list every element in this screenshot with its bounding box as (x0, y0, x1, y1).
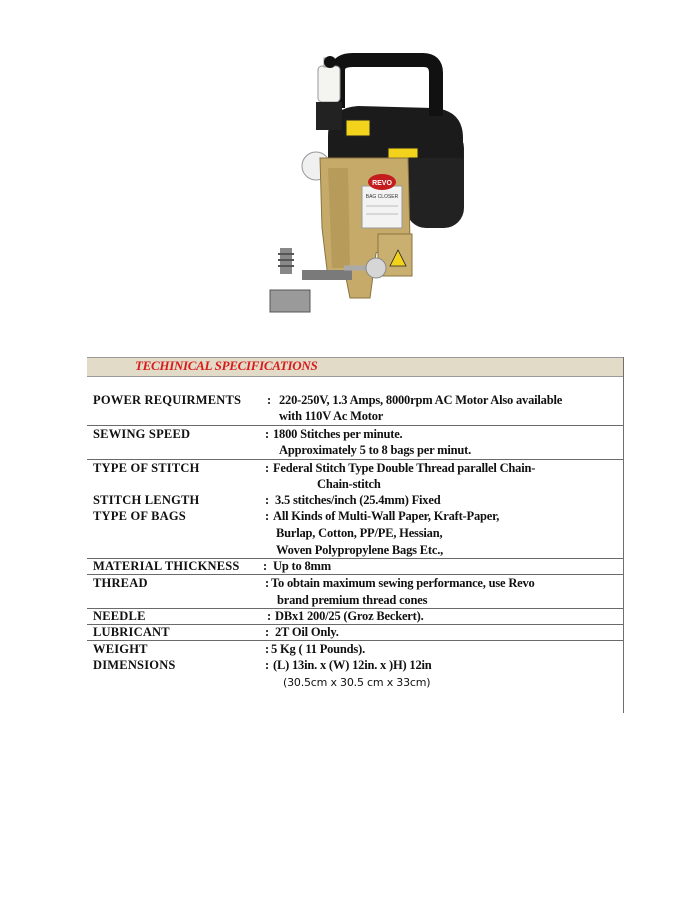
technical-specifications (87, 357, 624, 713)
spec-separator: : (265, 461, 269, 475)
spec-separator: : (265, 509, 269, 523)
divider (87, 574, 623, 575)
spec-label: DIMENSIONS (93, 658, 176, 672)
spec-label: TYPE OF BAGS (93, 509, 186, 523)
spec-separator: : (265, 625, 269, 639)
spec-title: TECHINICAL SPECIFICATIONS (135, 358, 318, 373)
divider (87, 425, 623, 426)
spec-right-border (623, 357, 624, 713)
spec-label: THREAD (93, 576, 148, 590)
spec-value: All Kinds of Multi-Wall Paper, Kraft-Paper, (273, 509, 500, 523)
spec-value: with 110V Ac Motor (279, 409, 384, 423)
spec-value: Woven Polypropylene Bags Etc., (276, 543, 444, 557)
plate-label: BAG CLOSER (365, 194, 399, 200)
bag-closer-machine-image (258, 48, 478, 333)
spec-value: To obtain maximum sewing performance, use Revo (271, 576, 535, 590)
brand-badge: REVO (372, 180, 392, 187)
spec-label: LUBRICANT (93, 625, 170, 639)
spec-label: NEEDLE (93, 609, 146, 623)
spec-value: Burlap, Cotton, PP/PE, Hessian, (276, 526, 443, 540)
spec-separator: : (267, 393, 271, 407)
spec-value: Approximately 5 to 8 bags per minut. (279, 443, 472, 457)
spec-header-band (87, 357, 624, 377)
spec-value: Up to 8mm (273, 559, 331, 573)
spec-label: TYPE OF STITCH (93, 461, 200, 475)
spec-label: WEIGHT (93, 642, 148, 656)
spec-label: POWER REQUIRMENTS (93, 393, 242, 407)
spec-separator: : (265, 493, 269, 507)
spec-value: Chain-stitch (317, 477, 381, 491)
spec-value: 1800 Stitches per minute. (273, 427, 403, 441)
spec-value: 220-250V, 1.3 Amps, 8000rpm AC Motor Also available (279, 393, 563, 407)
spec-label: SEWING SPEED (93, 427, 191, 441)
spec-value: (L) 13in. x (W) 12in. x )H) 12in (273, 658, 432, 672)
spec-separator: : (267, 609, 271, 623)
spec-separator: : (265, 642, 269, 656)
spec-label: MATERIAL THICKNESS (93, 559, 240, 573)
spec-value: Federal Stitch Type Double Thread parallel Chain- (273, 461, 536, 475)
spec-separator: : (265, 658, 269, 672)
spec-separator: : (263, 559, 267, 573)
divider (87, 640, 623, 641)
spec-value: 3.5 stitches/inch (25.4mm) Fixed (275, 493, 441, 507)
spec-separator: : (265, 427, 269, 441)
spec-value: 5 Kg ( 11 Pounds). (271, 642, 365, 656)
spec-label: STITCH LENGTH (93, 493, 200, 507)
spec-value-metric: (30.5cm x 30.5 cm x 33cm) (283, 676, 431, 689)
divider (87, 459, 623, 460)
spec-separator: : (265, 576, 269, 590)
spec-value: DBx1 200/25 (Groz Beckert). (275, 609, 424, 623)
spec-value: 2T Oil Only. (275, 625, 339, 639)
spec-value: brand premium thread cones (277, 593, 428, 607)
